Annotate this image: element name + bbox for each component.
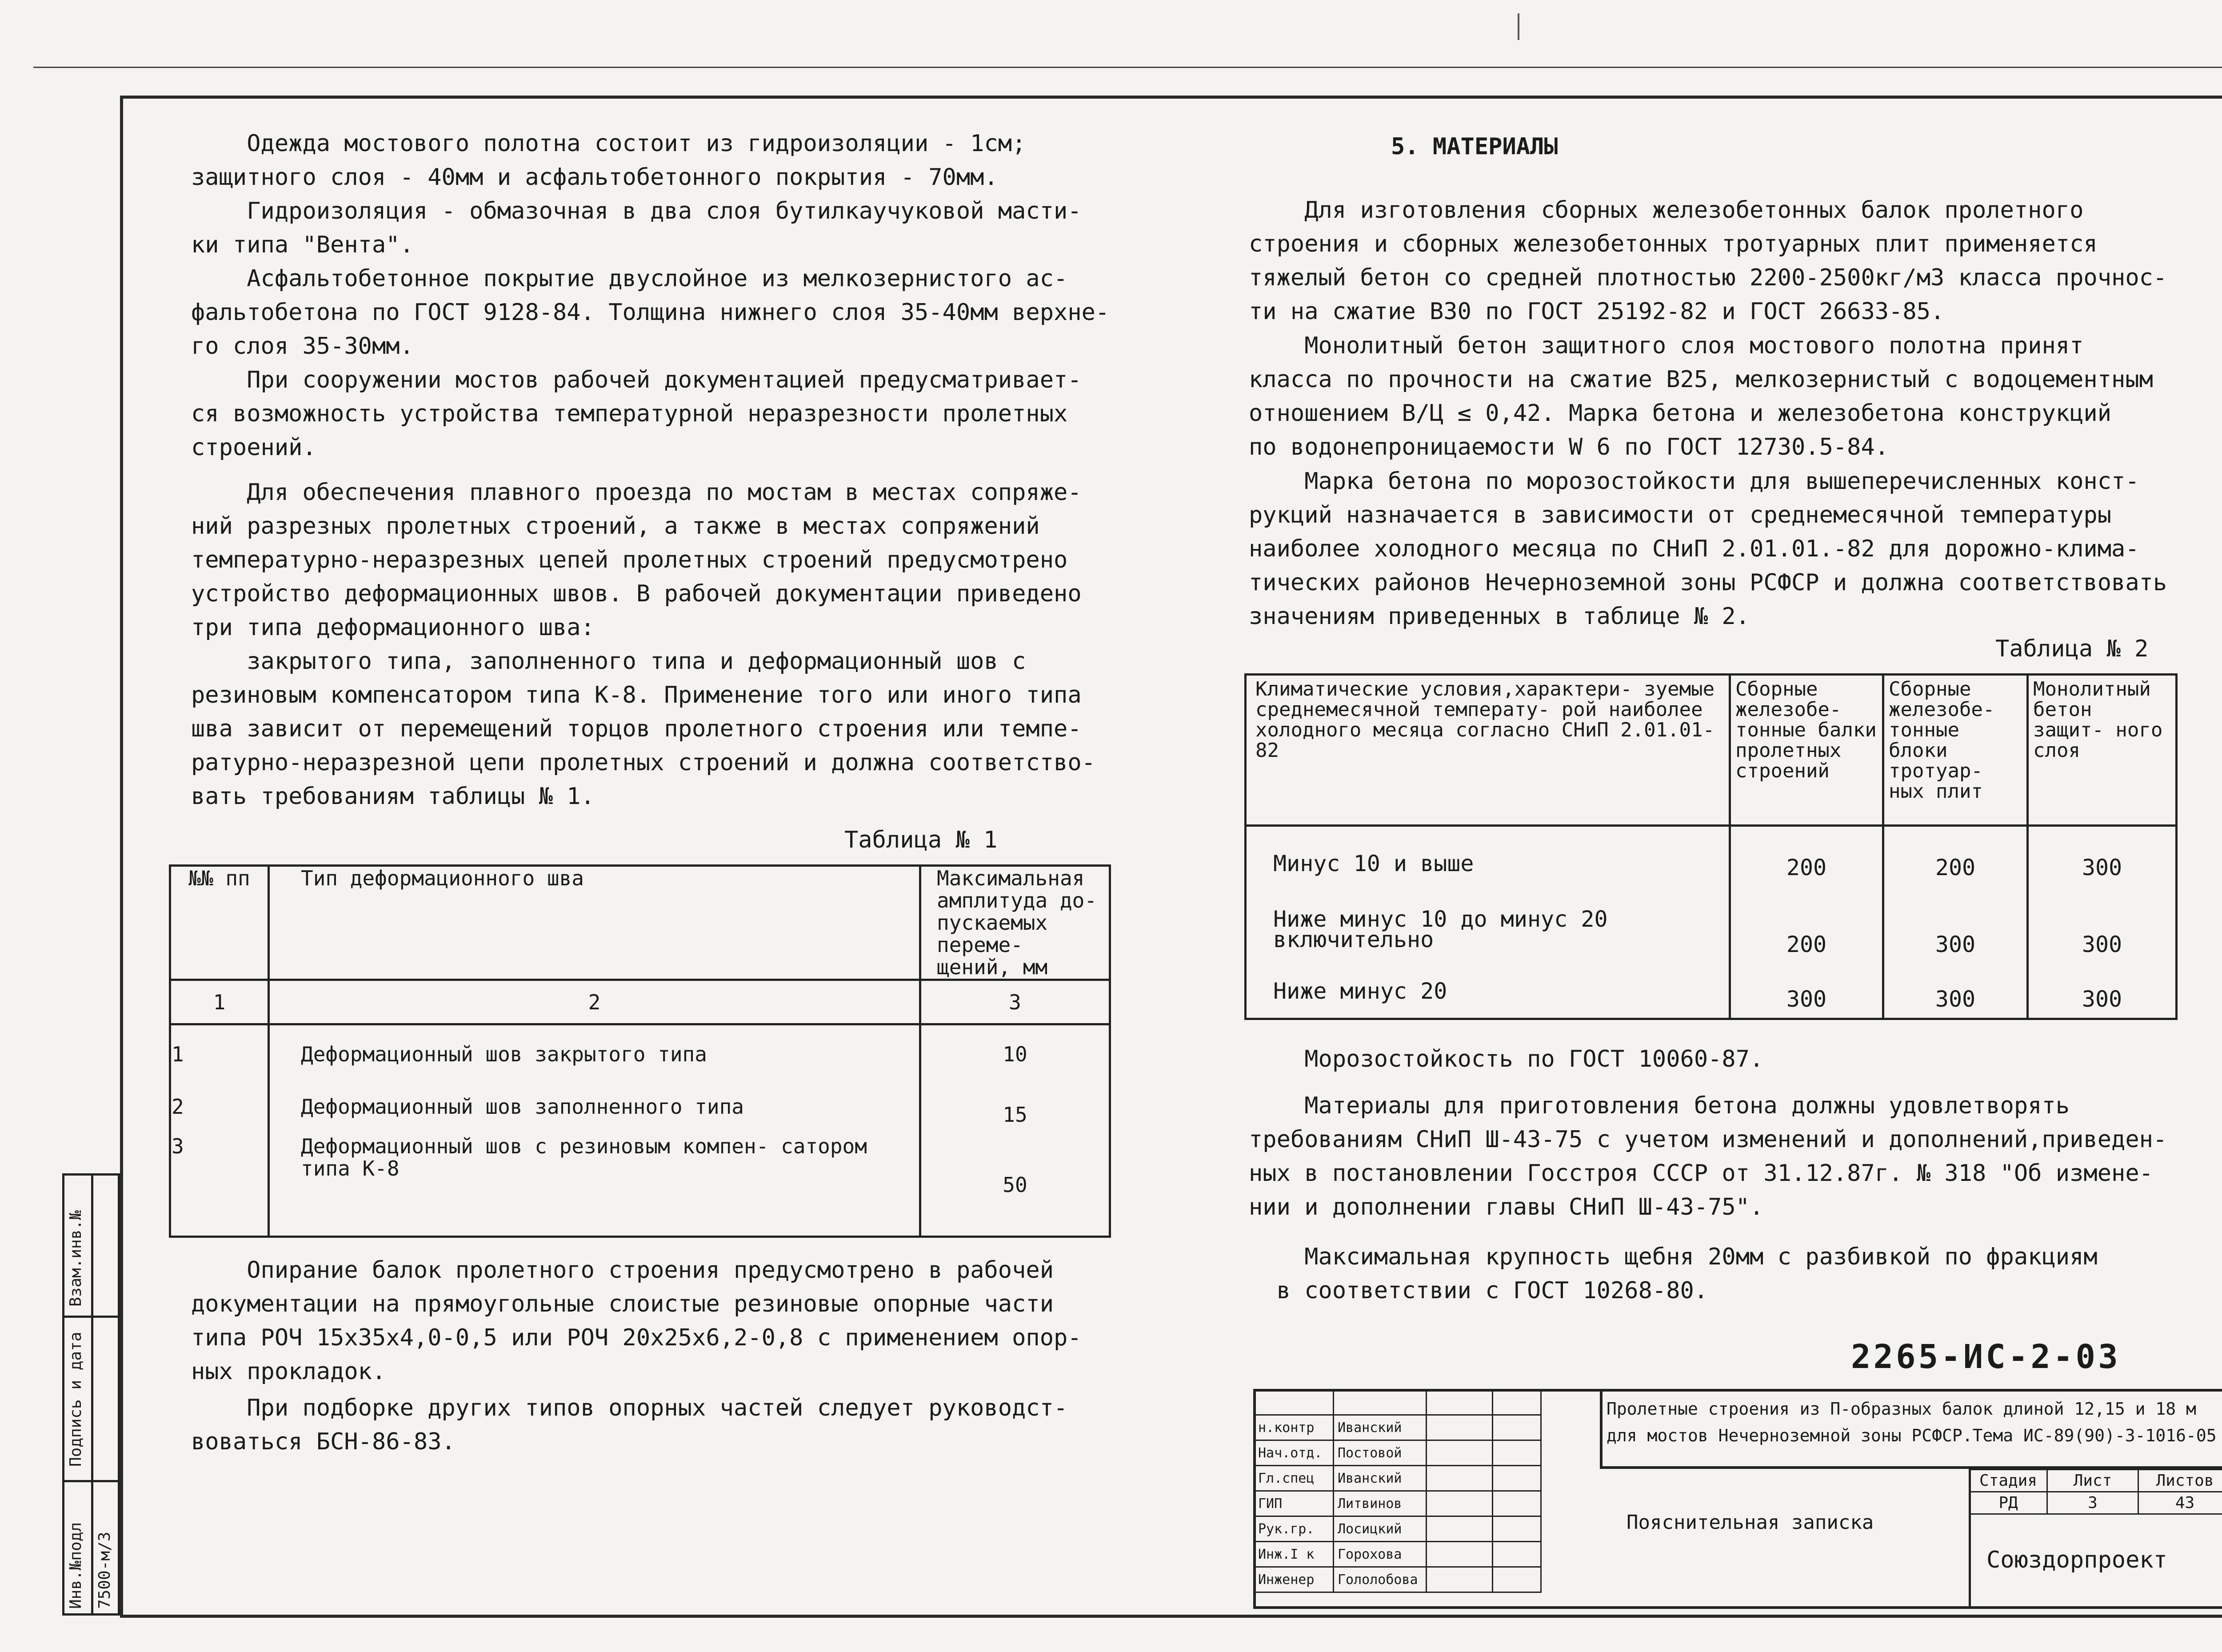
left-para-2: Гидроизоляция - обмазочная в два слоя бутилкаучуковой масти- ки типа "Вента".: [191, 198, 1082, 258]
stamp-name: Горохова: [1334, 1542, 1427, 1567]
t1-row-num: 1: [170, 1024, 269, 1095]
stage-value: РД: [1970, 1492, 2047, 1514]
t2-head-mono: Монолитный бетон защит- ного слоя: [2028, 675, 2177, 826]
sheet-value: 3: [2047, 1492, 2138, 1514]
t1-row-num: 3: [170, 1135, 269, 1237]
stamp-name: Гололобова: [1334, 1567, 1427, 1592]
side-inv-number: 7500-м/3: [96, 1532, 114, 1609]
stamp-role: ГИП: [1254, 1491, 1334, 1516]
t1-row-amp: 15: [920, 1095, 1110, 1135]
table2-caption: Таблица № 2: [1995, 636, 2149, 662]
t2-row-b: 300: [1883, 908, 2028, 980]
sheets-value: 43: [2138, 1492, 2222, 1514]
stamp-role: Рук.гр.: [1254, 1516, 1334, 1542]
right-para-3: Марка бетона по морозостойкости для вышеперечисленных конст- рукций назначается в зависимости от среднемесячной температуры наиболее холодного месяца по СНиП 2.01.01.-82 для дорожно-клима- тических районов Нечерноземной зоны РСФСР и должна соответствовать значениям приведенных в таблице № 2.: [1249, 468, 2167, 630]
sheet-label: Лист: [2047, 1470, 2138, 1492]
t1-row-amp: 50: [920, 1135, 1110, 1237]
t1-head-num: №№ пп: [170, 866, 269, 980]
left-para-4: При сооружении мостов рабочей документацией предусматривает- ся возможность устройства температурной неразрезности пролетных строений.: [191, 367, 1082, 461]
t1-row-type: Деформационный шов с резиновым компен- сатором типа К-8: [269, 1135, 920, 1237]
t1-colnum-3: 3: [920, 980, 1110, 1024]
stamp-name: Литвинов: [1334, 1491, 1427, 1516]
sheets-label: Листов: [2138, 1470, 2222, 1492]
stamp-signature: [1427, 1567, 1493, 1592]
stamp-role: Гл.спец: [1254, 1466, 1334, 1491]
stamp-blank: [1254, 1390, 1334, 1415]
t2-row-b: 200: [1883, 826, 2028, 909]
stamp-signature: [1427, 1516, 1493, 1542]
t1-row-num: 2: [170, 1095, 269, 1135]
document-code: 2265-ИС-2-03: [1851, 1338, 2121, 1376]
stamp-name: Постовой: [1334, 1440, 1427, 1466]
t1-head-amp: Максимальная амплитуда до- пускаемых переме- щений, мм: [920, 866, 1110, 980]
table-1: [169, 864, 1111, 1238]
t2-row-b: 300: [1883, 980, 2028, 1019]
stage-label: Стадия: [1970, 1470, 2047, 1492]
t1-colnum-2: 2: [269, 980, 920, 1024]
t2-row-a: 200: [1730, 908, 1883, 980]
right-para-2: Монолитный бетон защитного слоя мостового полотна принят класса по прочности на сжатие В25, мелкозернистый с водоцементным отношением В/Ц ≤ 0,42. Марка бетона и железобетона конструкций по водонепроницаемости W 6 по ГОСТ 12730.5-84.: [1249, 332, 2153, 460]
sheet-info: [1969, 1469, 2222, 1515]
t2-head-beams: Сборные железобе- тонные балки пролетных строений: [1730, 675, 1883, 826]
stamp-name: Иванский: [1334, 1466, 1427, 1491]
t2-head-blocks: Сборные железобе- тонные блоки тротуар- ных плит: [1883, 675, 2028, 826]
t2-row-c: 300: [2028, 908, 2177, 980]
t2-row-cond: Ниже минус 10 до минус 20 включительно: [1246, 908, 1730, 980]
left-para-3: Асфальтобетонное покрытие двуслойное из мелкозернистого ас- фальтобетона по ГОСТ 9128-84. Толщина нижнего слоя 35-40мм верхне- го слоя 35-30мм.: [191, 265, 1110, 360]
t1-row-type: Деформационный шов заполненного типа: [269, 1095, 920, 1135]
stamp-signature: [1427, 1440, 1493, 1466]
stamp-signature: [1427, 1415, 1493, 1440]
stamp-role: н.контр: [1254, 1415, 1334, 1440]
side-label-replace: Взам.инв.№: [67, 1210, 85, 1307]
t2-row-cond: Минус 10 и выше: [1246, 826, 1730, 909]
organization: Союздорпроект: [1986, 1547, 2167, 1573]
side-label-inv: Инв.№подл: [67, 1522, 85, 1609]
left-para-7: Опирание балок пролетного строения предусмотрено в рабочей документации на прямоугольные слоистые резиновые опорные части типа РОЧ 15х35х4,0-0,5 или РОЧ 20х25х6,2-0,8 с применением опор- ных прокладок.: [191, 1257, 1082, 1385]
doc-title: Пояснительная записка: [1627, 1511, 1874, 1534]
right-para-5: Материалы для приготовления бетона должны удовлетворять требованиям СНиП Ш-43-75 с учетом изменений и дополнений,приведен- ных в постановлении Госстроя СССР от 31.12.87г. № 318 "Об измене- нии и дополнении главы СНиП Ш-43-75".: [1249, 1092, 2167, 1220]
t1-row-amp: 10: [920, 1024, 1110, 1095]
left-para-1: Одежда мостового полотна состоит из гидроизоляции - 1см; защитного слоя - 40мм и асфальтобетонного покрытия - 70мм.: [191, 130, 1026, 191]
right-para-1: Для изготовления сборных железобетонных балок пролетного строения и сборных железобетонных тротуарных плит применяется тяжелый бетон со средней плотностью 2200-2500кг/м3 класса прочнос- ти на сжатие В30 по ГОСТ 25192-82 и ГОСТ 26633-85.: [1249, 197, 2167, 325]
stamp-name: Лосицкий: [1334, 1516, 1427, 1542]
stamp-signature: [1427, 1542, 1493, 1567]
t1-head-type: Тип деформационного шва: [269, 866, 920, 980]
table-2: [1244, 673, 2178, 1020]
t1-colnum-1: 1: [170, 980, 269, 1024]
signatures-table: [1253, 1389, 1542, 1593]
scan-mark: [1518, 13, 1519, 40]
project-title: Пролетные строения из П-образных балок длиной 12,15 и 18 м для мостов Нечерноземной зоны РСФСР.Тема ИС-89(90)-3-1016-05: [1607, 1399, 2217, 1445]
side-label-sign: Подпись и дата: [67, 1332, 85, 1467]
t2-row-a: 200: [1730, 826, 1883, 909]
section-heading: 5. МАТЕРИАЛЫ: [1391, 133, 1558, 160]
left-para-5: Для обеспечения плавного проезда по мостам в местах сопряже- ний разрезных пролетных строений, а также в местах сопряжений температурно-неразрезных цепей пролетных строений предусмотрено устройство деформационных швов. В рабочей документации приведено три типа деформационного шва:: [191, 479, 1082, 641]
right-para-6: Максимальная крупность щебня 20мм с разбивкой по фракциям в соответствии с ГОСТ 10268-80.: [1276, 1244, 2098, 1304]
t2-row-cond: Ниже минус 20: [1246, 980, 1730, 1019]
right-para-4: Морозостойкость по ГОСТ 10060-87.: [1249, 1046, 1764, 1072]
t2-row-c: 300: [2028, 826, 2177, 909]
stamp-signature: [1427, 1491, 1493, 1516]
stamp-signature: [1427, 1466, 1493, 1491]
left-para-6: закрытого типа, заполненного типа и деформационный шов с резиновым компенсатором типа К-8. Применение того или иного типа шва зависит от перемещений торцов пролетного строения или темпе- ратурно-неразрезной цепи пролетных строений и должна соответство- вать требованиям таблицы № 1.: [191, 648, 1095, 810]
table1-caption: Таблица № 1: [844, 827, 998, 853]
left-para-8: При подборке других типов опорных частей следует руководст- воваться БСН-86-83.: [191, 1395, 1068, 1455]
stamp-role: Инженер: [1254, 1567, 1334, 1592]
t1-row-type: Деформационный шов закрытого типа: [269, 1024, 920, 1095]
stamp-role: Инж.I к: [1254, 1542, 1334, 1567]
t2-head-cond: Климатические условия,характери- зуемые среднемесячной температу- рой наиболее холодного месяца согласно СНиП 2.01.01-82: [1246, 675, 1730, 826]
stamp-role: Нач.отд.: [1254, 1440, 1334, 1466]
t2-row-a: 300: [1730, 980, 1883, 1019]
t2-row-c: 300: [2028, 980, 2177, 1019]
stamp-name: Иванский: [1334, 1415, 1427, 1440]
top-border-line: [33, 67, 2222, 68]
